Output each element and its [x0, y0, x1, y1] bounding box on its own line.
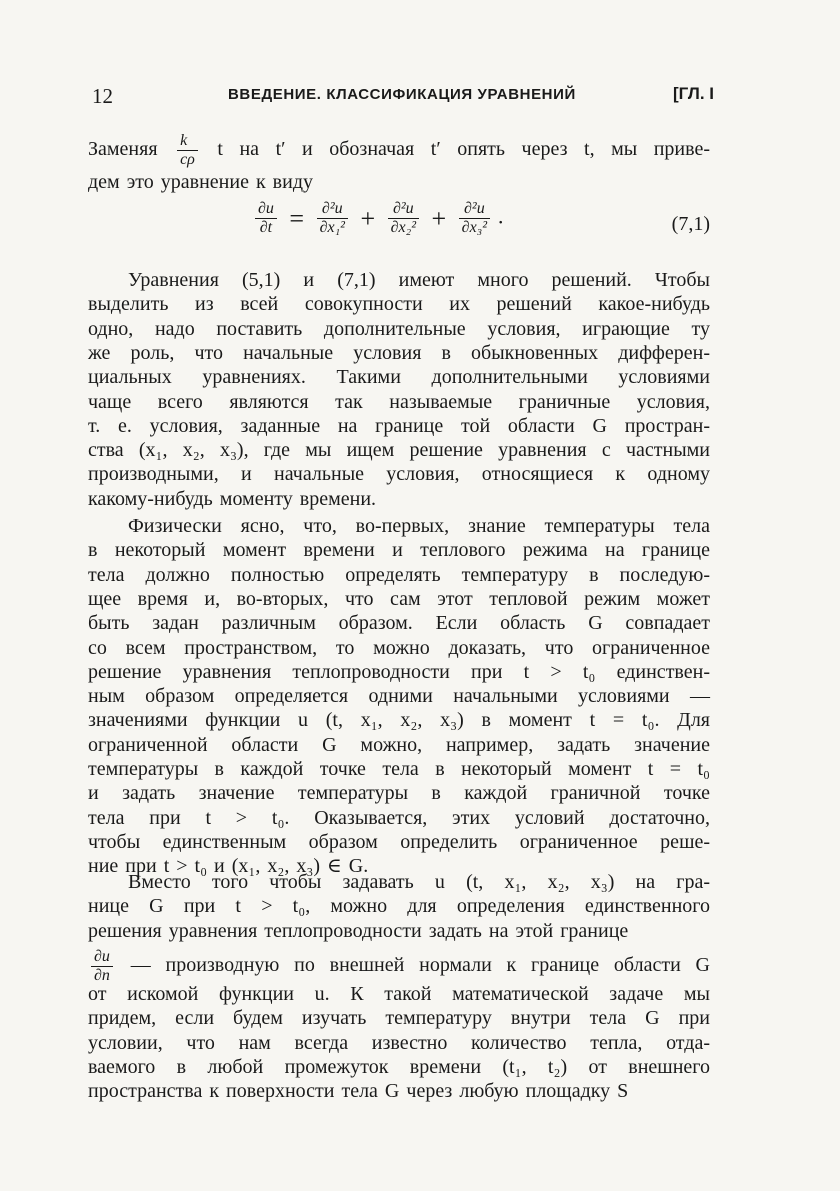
intro-text-b: t на t′ и обозначая t′ опять через t, мы приве-: [217, 138, 710, 161]
equals-sign: =: [289, 203, 305, 233]
lhs-numerator: ∂u: [255, 200, 277, 219]
equation-number: (7,1): [671, 213, 710, 235]
text-line: тела должно полностью определять температуру в последую-: [88, 563, 710, 586]
text-line: температуры в каждой точке тела в некоторый момент t = t₀: [88, 758, 710, 780]
text-line: нице G при t > t₀, можно для определения единственного: [88, 895, 710, 918]
intro-line-2: дем это уравнение к виду: [88, 171, 313, 193]
running-header: [92, 84, 712, 110]
coefficient-fraction: [177, 132, 198, 169]
term3-numerator: ∂²u: [459, 200, 490, 219]
text-line: чтобы единственным образом определить ограниченное реше-: [88, 830, 710, 853]
plus-sign-1: +: [360, 203, 376, 233]
text-line: условии, что нам всегда известно количество тепла, отда-: [88, 1031, 710, 1054]
text-line: решения уравнения теплопроводности задать на этой границе: [88, 919, 629, 942]
term2-denominator: ∂x₂²: [390, 219, 416, 236]
normal-derivative-text: — производную по внешней нормали к границе области G: [130, 954, 711, 977]
running-title: ВВЕДЕНИЕ. КЛАССИФИКАЦИЯ УРАВНЕНИЙ: [228, 86, 576, 103]
term1-numerator: ∂²u: [317, 200, 348, 219]
term3-denominator: ∂x₃²: [461, 219, 488, 236]
text-line: значениями функции u (t, x₁, x₂, x₃) в момент t = t₀. Для: [88, 709, 710, 732]
text-line: одно, надо поставить дополнительные условия, играющие ту: [88, 317, 710, 340]
normal-derivative-fraction: [91, 948, 113, 985]
chapter-marker: [ГЛ. I: [673, 84, 714, 103]
text-line: же роль, что начальные условия в обыкновенных дифферен-: [88, 341, 710, 364]
formula-period: .: [498, 203, 505, 229]
text-line: т. е. условия, заданные на границе той области G простран-: [88, 414, 710, 437]
normal-derivative-denominator: ∂n: [94, 967, 110, 984]
text-line: тела при t > t₀. Оказывается, этих условий достаточно,: [88, 806, 710, 829]
fraction-denominator: cρ: [180, 151, 195, 168]
text-line: ства (x₁, x₂, x₃), где мы ищем решение уравнения с частными: [88, 439, 710, 462]
intro-text-a: Заменяя: [88, 138, 158, 161]
text-line: и задать значение температуры в каждой граничной точке: [88, 782, 710, 805]
text-line: какому-нибудь моменту времени.: [88, 487, 377, 510]
text-line: чаще всего являются так называемые граничные условия,: [88, 390, 710, 413]
term2-numerator: ∂²u: [388, 200, 419, 219]
normal-derivative-numerator: ∂u: [91, 948, 113, 967]
text-line: решение уравнения теплопроводности при t > t₀ единствен-: [88, 660, 710, 683]
text-line: Физически ясно, что, во-первых, знание температуры тела: [128, 515, 710, 537]
text-line: ваемого в любой промежуток времени (t₁, t₂) от внешнего: [88, 1055, 710, 1078]
text-line: щее время и, во-вторых, что сам этот тепловой режим может: [88, 587, 710, 610]
text-line: циальных уравнениях. Такими дополнительными условиями: [88, 366, 710, 389]
text-line: ным образом определяется одними начальными условиями —: [88, 685, 710, 708]
text-line: ние при t > t₀ и (x₁, x₂, x₃) ∈ G.: [88, 855, 369, 878]
text-line: со всем пространством, то можно доказать, что ограниченное: [88, 636, 710, 659]
text-line: ограниченной области G можно, например, задать значение: [88, 733, 710, 756]
term1-denominator: ∂x₁²: [319, 219, 345, 236]
heat-equation-formula: [252, 200, 504, 237]
text-line: Уравнения (5,1) и (7,1) имеют много решений. Чтобы: [128, 269, 710, 291]
intro-line-1: [88, 132, 710, 169]
normal-derivative-line: [88, 948, 710, 985]
fraction-numerator: k: [177, 132, 198, 151]
plus-sign-2: +: [431, 203, 447, 233]
text-line: пространства к поверхности тела G через любую площадку S: [88, 1080, 629, 1103]
text-line: быть задан различным образом. Если область G совпадает: [88, 612, 710, 635]
text-line: Вместо того чтобы задавать u (t, x₁, x₂, x₃) на гра-: [128, 871, 710, 893]
text-line: выделить из всей совокупности их решений какое-нибудь: [88, 293, 710, 316]
text-line: производными, и начальные условия, относящиеся к одному: [88, 463, 710, 486]
text-line: придем, если будем изучать температуру внутри тела G при: [88, 1007, 710, 1030]
text-line: в некоторый момент времени и теплового режима на границе: [88, 539, 710, 562]
lhs-denominator: ∂t: [259, 219, 273, 236]
text-line: от искомой функции u. К такой математической задаче мы: [88, 983, 710, 1005]
page-number: 12: [92, 84, 113, 108]
